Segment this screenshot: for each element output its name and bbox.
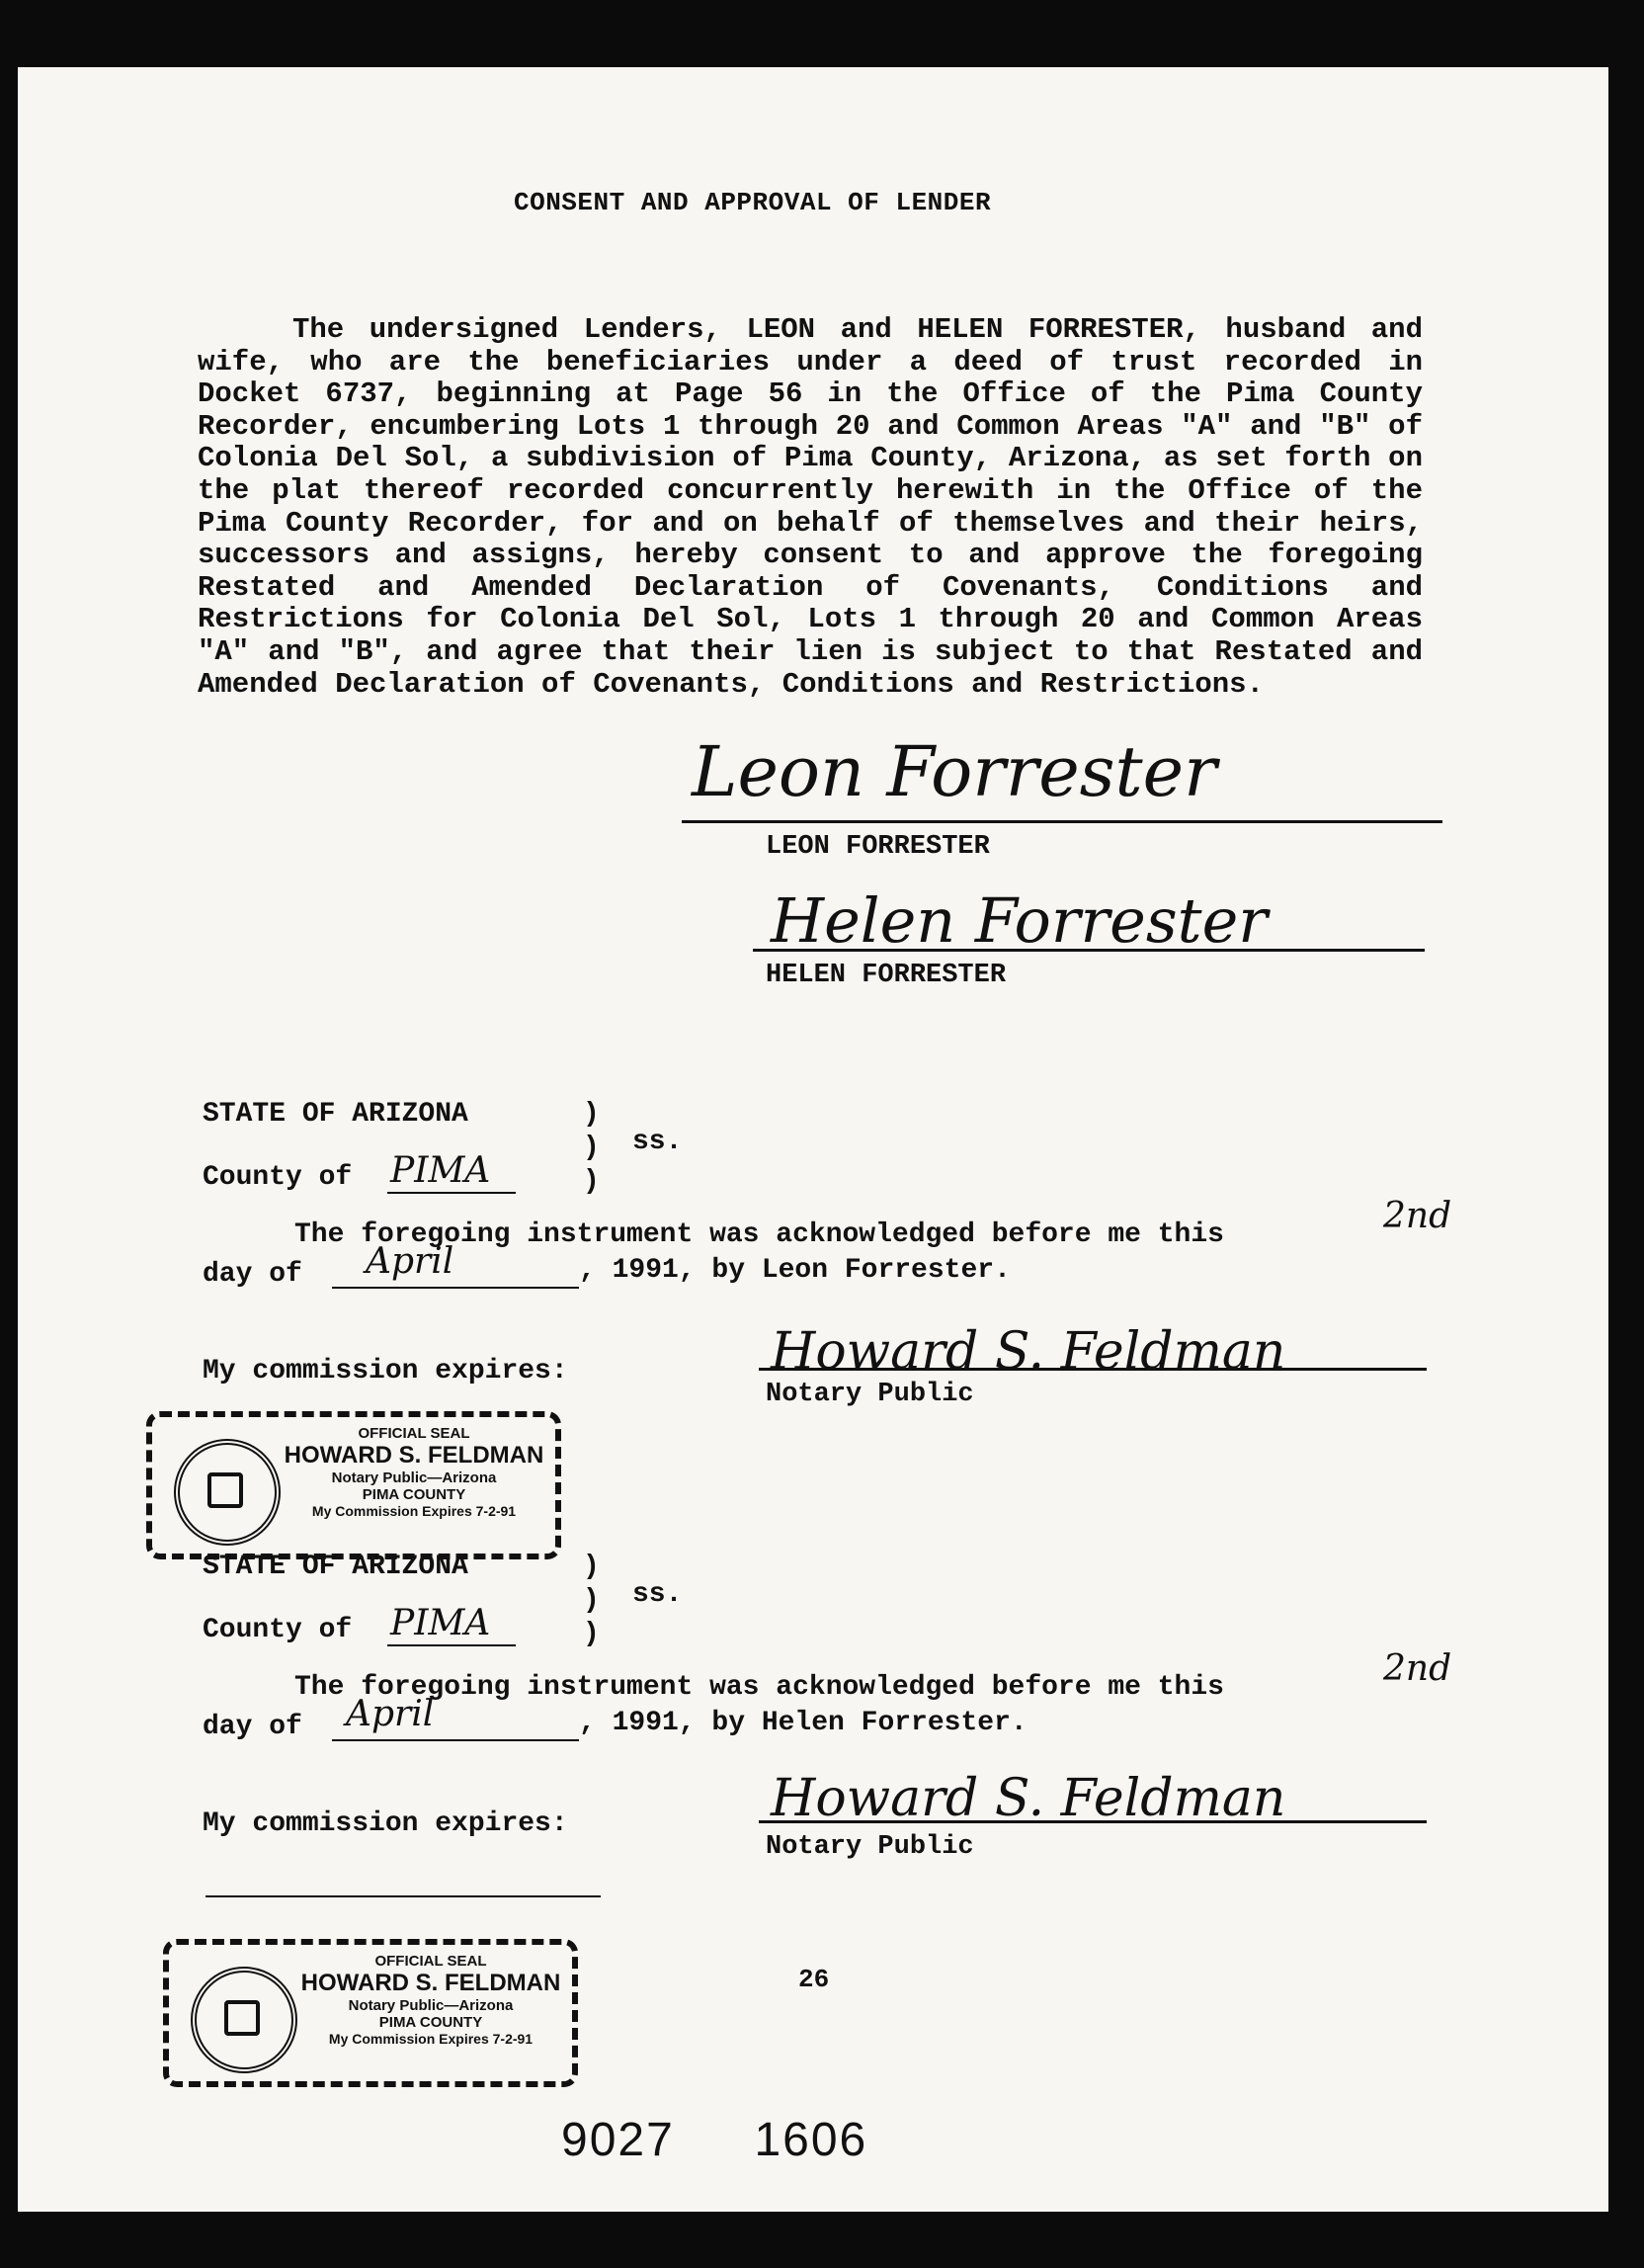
month-value-2: April — [346, 1694, 435, 1734]
notary-caption-2: Notary Public — [766, 1832, 974, 1862]
stamp-1-line2: HOWARD S. FELDMAN — [284, 1442, 544, 1469]
month-value-1: April — [366, 1241, 454, 1282]
county-line-2 — [387, 1644, 516, 1646]
page-number: 26 — [798, 1965, 830, 1994]
docket-number — [561, 2113, 867, 2167]
docket-value: 9027 — [561, 2114, 675, 2166]
document-title: CONSENT AND APPROVAL OF LENDER — [514, 188, 992, 217]
helen-signature-line — [753, 949, 1425, 952]
notary-line-1 — [759, 1368, 1427, 1371]
county-value-1: PIMA — [390, 1150, 491, 1191]
ack-rest-1: , 1991, by Leon Forrester. — [579, 1255, 1011, 1286]
stamp-1-line3: Notary Public—Arizona — [331, 1470, 497, 1486]
day-value-2: 2nd — [1383, 1648, 1452, 1689]
paren-1a: ) — [583, 1099, 600, 1130]
commission-label-1: My commission expires: — [203, 1356, 568, 1386]
stamp-2-line3: Notary Public—Arizona — [348, 1997, 514, 2014]
ack-rest-2: , 1991, by Helen Forrester. — [579, 1708, 1028, 1738]
commission-label-2: My commission expires: — [203, 1808, 568, 1839]
county-label-1: County of — [203, 1162, 353, 1193]
notary-seal-icon — [191, 1967, 297, 2073]
notary-signature-1: Howard S. Feldman — [771, 1322, 1286, 1382]
notary-stamp-1 — [146, 1411, 561, 1559]
notary-caption-1: Notary Public — [766, 1380, 974, 1409]
notary-stamp-2 — [163, 1939, 578, 2087]
docket-page-value: 1606 — [754, 2114, 868, 2166]
stamp-2-line5: My Commission Expires 7-2-91 — [328, 2031, 534, 2047]
leon-caption: LEON FORRESTER — [766, 832, 990, 862]
month-line-2 — [332, 1739, 579, 1741]
ss-label-1: ss. — [632, 1127, 683, 1157]
ack-text-2: The foregoing instrument was acknowledged before me this — [294, 1672, 1224, 1703]
stamp-2-line2: HOWARD S. FELDMAN — [300, 1970, 561, 1996]
stamp-1-line1: OFFICIAL SEAL — [358, 1425, 470, 1442]
day-label-1: day of — [203, 1259, 302, 1290]
stamp-1-line5: My Commission Expires 7-2-91 — [311, 1503, 517, 1519]
paren-2b: ) — [583, 1585, 600, 1616]
leon-signature: Leon Forrester — [692, 731, 1217, 812]
month-line-1 — [332, 1287, 579, 1289]
consent-paragraph: The undersigned Lenders, LEON and HELEN FORRESTER, husband and wife, who are the beneficiaries under a deed of trust recorded in Docket 6737, beginning at Page 56 in the Office of the Pima County Recorder, encumbering Lots 1 through 20 and Common Areas "A" and "B" of Colonia Del Sol, a subdivision of Pima County, Arizona, as set forth on the plat thereof recorded concurrently herewith in the Office of the Pima County Recorder, for and on behalf of themselves and their heirs, successors and assigns, hereby consent to and approve the foregoing Restated and Amended Declaration of Covenants, Conditions and Restrictions for Colonia Del Sol, Lots 1 through 20 and Common Areas "A" and "B", and agree that their lien is subject to that Restated and Amended Declaration of Covenants, Conditions and Restrictions. — [198, 313, 1423, 701]
day-label-2: day of — [203, 1712, 302, 1742]
county-label-2: County of — [203, 1615, 353, 1645]
paren-2a: ) — [583, 1552, 600, 1582]
county-line-1 — [387, 1192, 516, 1194]
paren-2c: ) — [583, 1619, 600, 1649]
stamp-2-line4: PIMA COUNTY — [378, 2014, 483, 2031]
ss-label-2: ss. — [632, 1579, 683, 1610]
leon-signature-line — [682, 820, 1442, 823]
paren-1c: ) — [583, 1166, 600, 1197]
notary-line-2 — [759, 1820, 1427, 1823]
ack-text-1: The foregoing instrument was acknowledged before me this — [294, 1219, 1224, 1250]
state-label-1: STATE OF ARIZONA — [203, 1099, 468, 1130]
notary-signature-2: Howard S. Feldman — [771, 1769, 1286, 1828]
notary-seal-icon — [174, 1439, 281, 1546]
helen-signature: Helen Forrester — [771, 884, 1268, 957]
helen-caption: HELEN FORRESTER — [766, 961, 1007, 990]
state-label-2: STATE OF ARIZONA — [203, 1552, 468, 1582]
stamp-1-line4: PIMA COUNTY — [362, 1486, 466, 1503]
county-value-2: PIMA — [390, 1603, 491, 1643]
stamp-2-line1: OFFICIAL SEAL — [374, 1953, 487, 1970]
day-value-1: 2nd — [1383, 1196, 1452, 1236]
commission-line-2 — [206, 1895, 601, 1897]
paren-1b: ) — [583, 1133, 600, 1163]
